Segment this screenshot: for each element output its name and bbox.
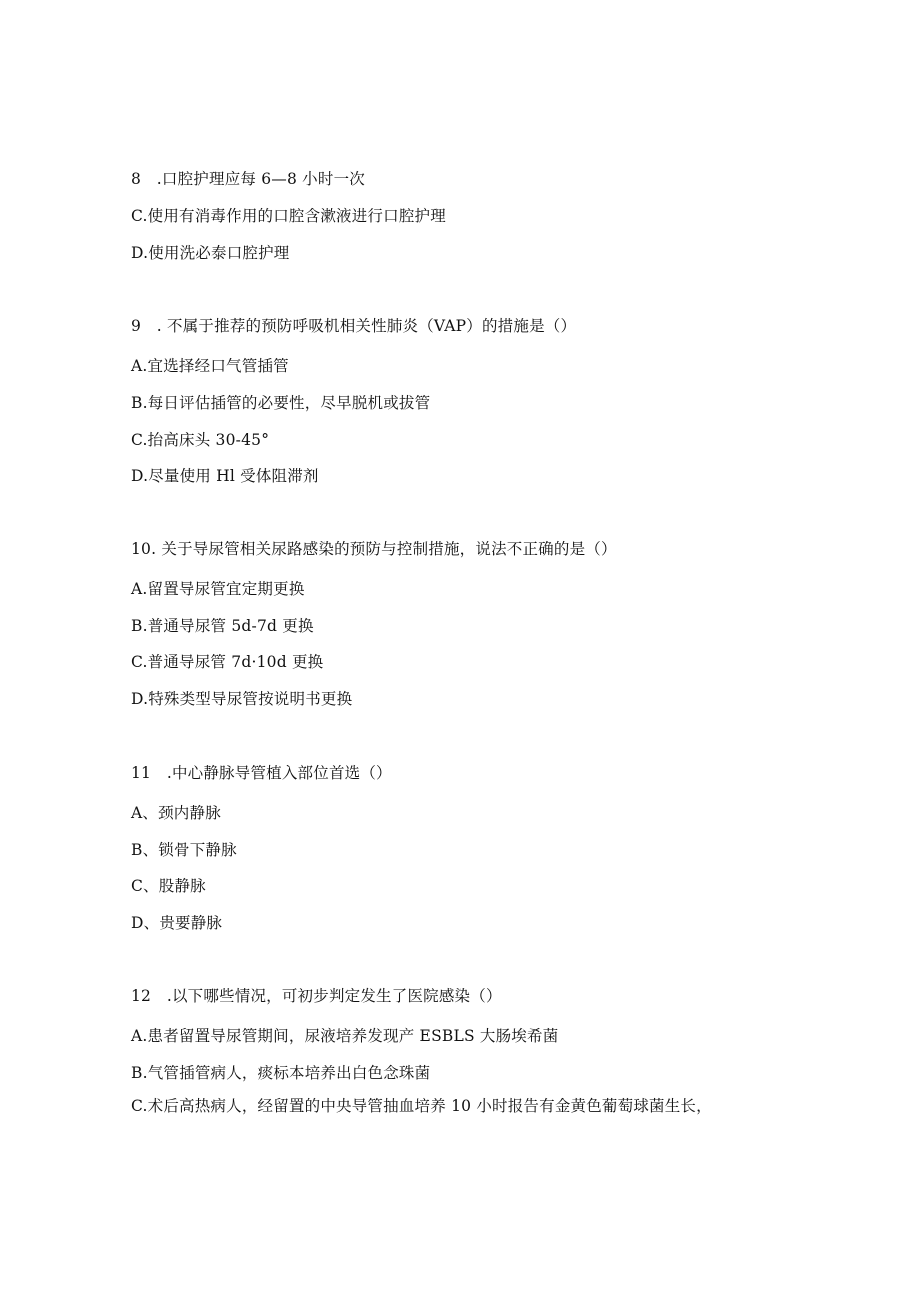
question-8-line-3: D.使用洗必泰口腔护理 (131, 244, 290, 262)
question-9-option-b: B.每日评估插管的必要性，尽早脱机或拔管 (131, 394, 431, 412)
question-11-option-b: B、锁骨下静脉 (131, 841, 237, 859)
question-9-stem: 9 . 不属于推荐的预防呼吸机相关性肺炎（VAP）的措施是（） (131, 317, 577, 335)
question-10-option-d: D.特殊类型导尿管按说明书更换 (131, 690, 353, 708)
question-12-option-a: A.患者留置导尿管期间，尿液培养发现产 ESBLS 大肠埃希菌 (131, 1027, 559, 1045)
question-11-option-c: C、股静脉 (131, 877, 206, 895)
question-12-stem: 12 .以下哪些情况，可初步判定发生了医院感染（） (131, 987, 502, 1005)
question-12-option-b: B.气管插管病人，痰标本培养出白色念珠菌 (131, 1064, 431, 1082)
question-10-option-a: A.留置导尿管宜定期更换 (131, 580, 305, 598)
question-10-stem: 10. 关于导尿管相关尿路感染的预防与控制措施，说法不正确的是（） (131, 540, 617, 558)
question-12-option-c: C.术后高热病人，经留置的中央导管抽血培养 10 小时报告有金黄色葡萄球菌生长， (131, 1097, 712, 1115)
question-9-option-a: A.宜选择经口气管插管 (131, 357, 289, 375)
question-11-option-a: A、颈内静脉 (131, 804, 221, 822)
question-9-option-d: D.尽量使用 Hl 受体阻滞剂 (131, 467, 319, 485)
question-9-option-c: C.抬高床头 30-45° (131, 431, 270, 449)
question-10-option-c: C.普通导尿管 7d·10d 更换 (131, 653, 324, 671)
question-10-option-b: B.普通导尿管 5d-7d 更换 (131, 617, 314, 635)
question-11-option-d: D、贵要静脉 (131, 914, 223, 932)
question-8-line-1: 8 .口腔护理应每 6—8 小时一次 (131, 170, 365, 188)
question-8-line-2: C.使用有消毒作用的口腔含漱液进行口腔护理 (131, 207, 446, 225)
question-11-stem: 11 .中心静脉导管植入部位首选（） (131, 764, 392, 782)
